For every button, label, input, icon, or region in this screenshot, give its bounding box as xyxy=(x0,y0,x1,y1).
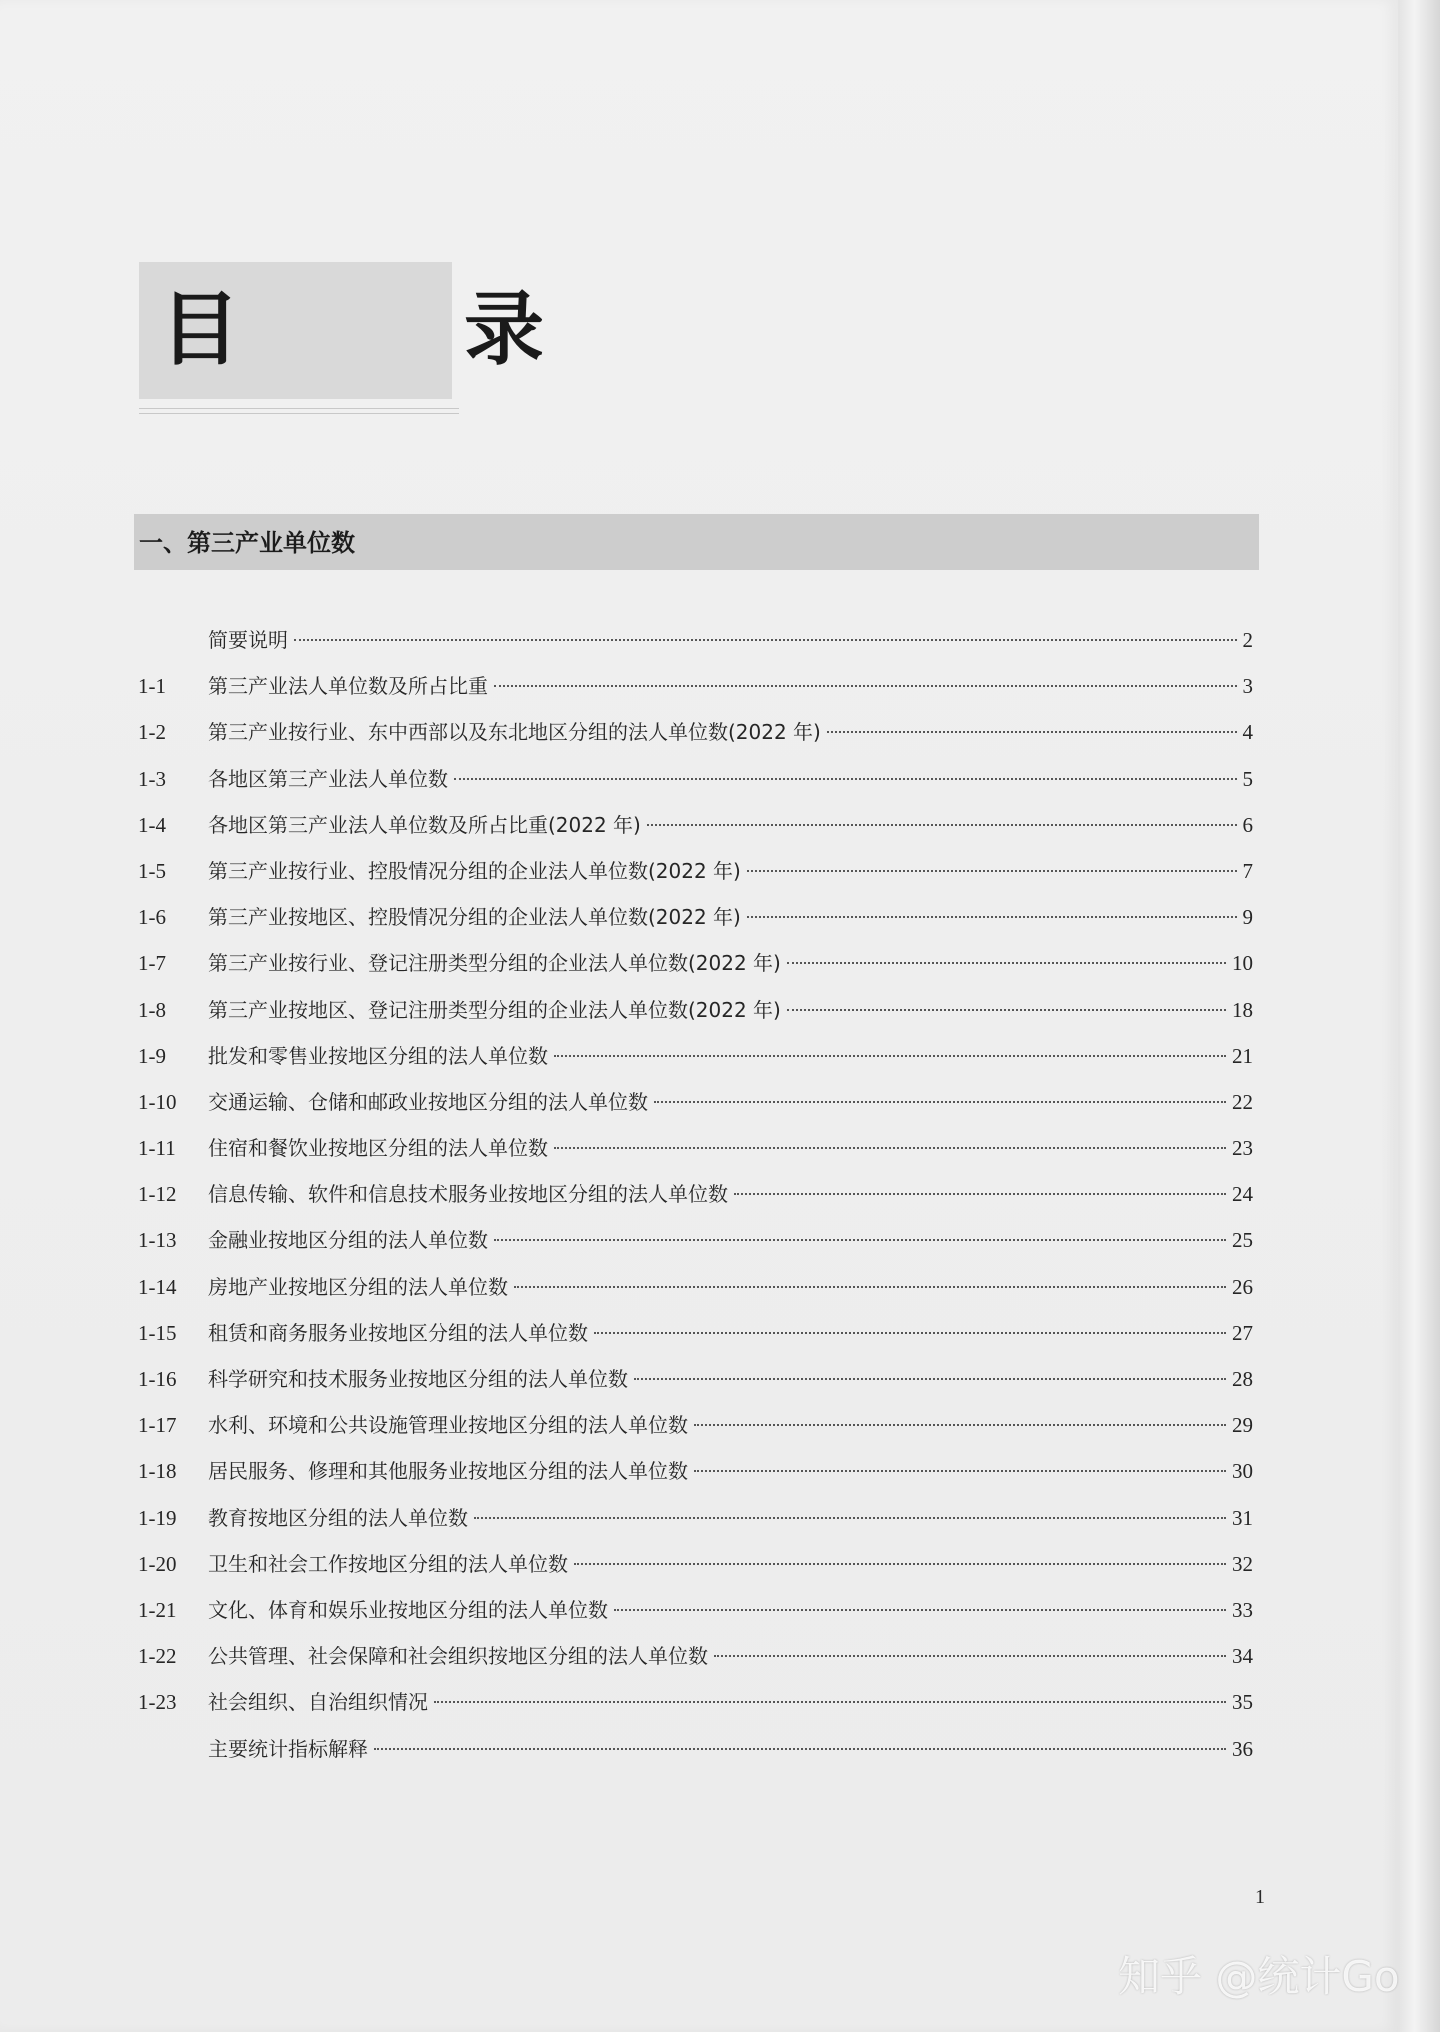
toc-leader-dots xyxy=(494,685,1237,687)
toc-leader-dots xyxy=(434,1701,1226,1703)
toc-title: 金融业按地区分组的法人单位数 xyxy=(208,1228,488,1253)
toc-leader-dots xyxy=(747,916,1237,918)
toc-title: 批发和零售业按地区分组的法人单位数 xyxy=(208,1043,548,1068)
toc-page-number: 7 xyxy=(1242,858,1253,883)
toc-number: 1-4 xyxy=(138,812,166,837)
toc-leader-dots xyxy=(574,1563,1226,1565)
toc-page-number: 35 xyxy=(1232,1690,1253,1715)
toc-row[interactable] xyxy=(138,1317,1253,1363)
toc-title: 第三产业按行业、控股情况分组的企业法人单位数(2022 年) xyxy=(208,858,741,883)
toc-number: 1-2 xyxy=(138,720,166,745)
toc-title: 第三产业按地区、控股情况分组的企业法人单位数(2022 年) xyxy=(208,905,741,930)
toc-leader-dots xyxy=(474,1517,1226,1519)
toc-number: 1-16 xyxy=(138,1367,177,1391)
page-right-edge xyxy=(1398,0,1440,2032)
toc-number: 1-1 xyxy=(138,674,166,699)
toc-number: 1-15 xyxy=(138,1320,177,1345)
toc-row[interactable] xyxy=(138,624,1253,670)
toc-row[interactable] xyxy=(138,1640,1253,1686)
toc-leader-dots xyxy=(654,1101,1226,1103)
toc-leader-dots xyxy=(694,1424,1226,1426)
toc-leader-dots xyxy=(787,1009,1226,1011)
toc-page-number: 31 xyxy=(1232,1505,1253,1530)
toc-number: 1-10 xyxy=(138,1089,177,1114)
toc-number: 1-5 xyxy=(138,858,166,883)
toc-row[interactable] xyxy=(138,1040,1253,1086)
toc-row[interactable] xyxy=(138,994,1253,1040)
toc-title: 第三产业按地区、登记注册类型分组的企业法人单位数(2022 年) xyxy=(208,997,781,1022)
toc-number: 1-21 xyxy=(138,1597,177,1622)
toc-number: 1-8 xyxy=(138,997,166,1022)
toc-row[interactable] xyxy=(138,1132,1253,1178)
toc-page-number: 23 xyxy=(1232,1136,1253,1161)
toc-title: 第三产业法人单位数及所占比重 xyxy=(208,674,488,699)
toc-row[interactable] xyxy=(138,1086,1253,1132)
toc-leader-dots xyxy=(747,870,1237,872)
toc-page-number: 4 xyxy=(1242,720,1253,745)
toc-page-number: 6 xyxy=(1242,812,1253,837)
toc-title: 主要统计指标解释 xyxy=(208,1736,368,1761)
toc-row[interactable] xyxy=(138,855,1253,901)
toc-page-number: 28 xyxy=(1232,1367,1253,1391)
toc-row[interactable] xyxy=(138,1271,1253,1317)
toc-row[interactable] xyxy=(138,1686,1253,1732)
toc-row[interactable] xyxy=(138,1409,1253,1455)
toc-row[interactable] xyxy=(138,1502,1253,1548)
toc-leader-dots xyxy=(614,1609,1226,1611)
toc-page-number: 3 xyxy=(1242,674,1253,699)
toc-title: 住宿和餐饮业按地区分组的法人单位数 xyxy=(208,1136,548,1161)
toc-page-number: 36 xyxy=(1232,1736,1253,1761)
toc-row[interactable] xyxy=(138,1363,1253,1409)
toc-row[interactable] xyxy=(138,1733,1253,1779)
toc-number: 1-3 xyxy=(138,766,166,791)
toc-leader-dots xyxy=(694,1470,1226,1472)
toc-page-number: 10 xyxy=(1232,951,1253,976)
toc-row[interactable] xyxy=(138,1455,1253,1501)
section-title: 一、第三产业单位数 xyxy=(139,529,355,557)
toc-leader-dots xyxy=(787,962,1226,964)
toc-number: 1-6 xyxy=(138,905,166,930)
toc-number: 1-14 xyxy=(138,1274,177,1299)
toc-number: 1-13 xyxy=(138,1228,177,1253)
toc-title: 社会组织、自治组织情况 xyxy=(208,1690,428,1715)
toc-title: 公共管理、社会保障和社会组织按地区分组的法人单位数 xyxy=(208,1644,708,1669)
toc-title: 各地区第三产业法人单位数 xyxy=(208,766,448,791)
table-of-contents xyxy=(138,624,1253,1779)
toc-row[interactable] xyxy=(138,670,1253,716)
toc-page-number: 18 xyxy=(1232,997,1253,1022)
toc-row[interactable] xyxy=(138,1548,1253,1594)
toc-row[interactable] xyxy=(138,809,1253,855)
toc-leader-dots xyxy=(554,1055,1226,1057)
toc-page-number: 29 xyxy=(1232,1413,1253,1438)
toc-number: 1-11 xyxy=(138,1136,176,1161)
toc-leader-dots xyxy=(374,1748,1226,1750)
toc-row[interactable] xyxy=(138,947,1253,993)
toc-title: 教育按地区分组的法人单位数 xyxy=(208,1505,468,1530)
toc-page-number: 27 xyxy=(1232,1320,1253,1345)
toc-leader-dots xyxy=(647,824,1237,826)
toc-title: 水利、环境和公共设施管理业按地区分组的法人单位数 xyxy=(208,1413,688,1438)
toc-row[interactable] xyxy=(138,901,1253,947)
toc-page-number: 24 xyxy=(1232,1182,1253,1207)
toc-page-number: 30 xyxy=(1232,1459,1253,1484)
toc-page-number: 5 xyxy=(1242,766,1253,791)
page-title: 目 录 xyxy=(160,283,616,376)
toc-leader-dots xyxy=(294,639,1237,641)
toc-number: 1-17 xyxy=(138,1413,177,1438)
toc-title: 租赁和商务服务业按地区分组的法人单位数 xyxy=(208,1320,588,1345)
toc-leader-dots xyxy=(734,1193,1226,1195)
toc-page-number: 25 xyxy=(1232,1228,1253,1253)
toc-page-number: 26 xyxy=(1232,1274,1253,1299)
toc-leader-dots xyxy=(594,1332,1226,1334)
toc-title: 房地产业按地区分组的法人单位数 xyxy=(208,1274,508,1299)
toc-row[interactable] xyxy=(138,1224,1253,1270)
toc-leader-dots xyxy=(827,731,1237,733)
toc-leader-dots xyxy=(554,1147,1226,1149)
toc-title: 科学研究和技术服务业按地区分组的法人单位数 xyxy=(208,1367,628,1391)
toc-number: 1-22 xyxy=(138,1644,177,1669)
toc-leader-dots xyxy=(634,1378,1226,1380)
toc-number: 1-18 xyxy=(138,1459,177,1484)
toc-row[interactable] xyxy=(138,1594,1253,1640)
toc-number: 1-20 xyxy=(138,1551,177,1576)
toc-title: 第三产业按行业、东中西部以及东北地区分组的法人单位数(2022 年) xyxy=(208,720,821,745)
toc-page-number: 32 xyxy=(1232,1551,1253,1576)
toc-number: 1-7 xyxy=(138,951,166,976)
toc-title: 卫生和社会工作按地区分组的法人单位数 xyxy=(208,1551,568,1576)
toc-leader-dots xyxy=(494,1239,1226,1241)
toc-row[interactable] xyxy=(138,763,1253,809)
toc-title: 文化、体育和娱乐业按地区分组的法人单位数 xyxy=(208,1597,608,1622)
watermark: 知乎 @统计Go xyxy=(1118,1952,1400,2001)
toc-page-number: 34 xyxy=(1232,1644,1253,1669)
toc-number: 1-9 xyxy=(138,1043,166,1068)
toc-page-number: 22 xyxy=(1232,1089,1253,1114)
toc-title: 第三产业按行业、登记注册类型分组的企业法人单位数(2022 年) xyxy=(208,951,781,976)
toc-title: 交通运输、仓储和邮政业按地区分组的法人单位数 xyxy=(208,1089,648,1114)
toc-number: 1-12 xyxy=(138,1182,177,1207)
toc-leader-dots xyxy=(714,1655,1226,1657)
toc-number: 1-19 xyxy=(138,1505,177,1530)
toc-title: 居民服务、修理和其他服务业按地区分组的法人单位数 xyxy=(208,1459,688,1484)
toc-title: 简要说明 xyxy=(208,628,288,652)
toc-leader-dots xyxy=(454,778,1237,780)
toc-page-number: 21 xyxy=(1232,1043,1253,1068)
page-number: 1 xyxy=(1255,1886,1265,1908)
toc-page-number: 33 xyxy=(1232,1597,1253,1622)
toc-leader-dots xyxy=(514,1286,1226,1288)
toc-page-number: 2 xyxy=(1242,628,1253,652)
toc-title: 信息传输、软件和信息技术服务业按地区分组的法人单位数 xyxy=(208,1182,728,1207)
toc-number: 1-23 xyxy=(138,1690,177,1715)
toc-page-number: 9 xyxy=(1242,905,1253,930)
toc-row[interactable] xyxy=(138,716,1253,762)
toc-title: 各地区第三产业法人单位数及所占比重(2022 年) xyxy=(208,812,641,837)
toc-row[interactable] xyxy=(138,1178,1253,1224)
